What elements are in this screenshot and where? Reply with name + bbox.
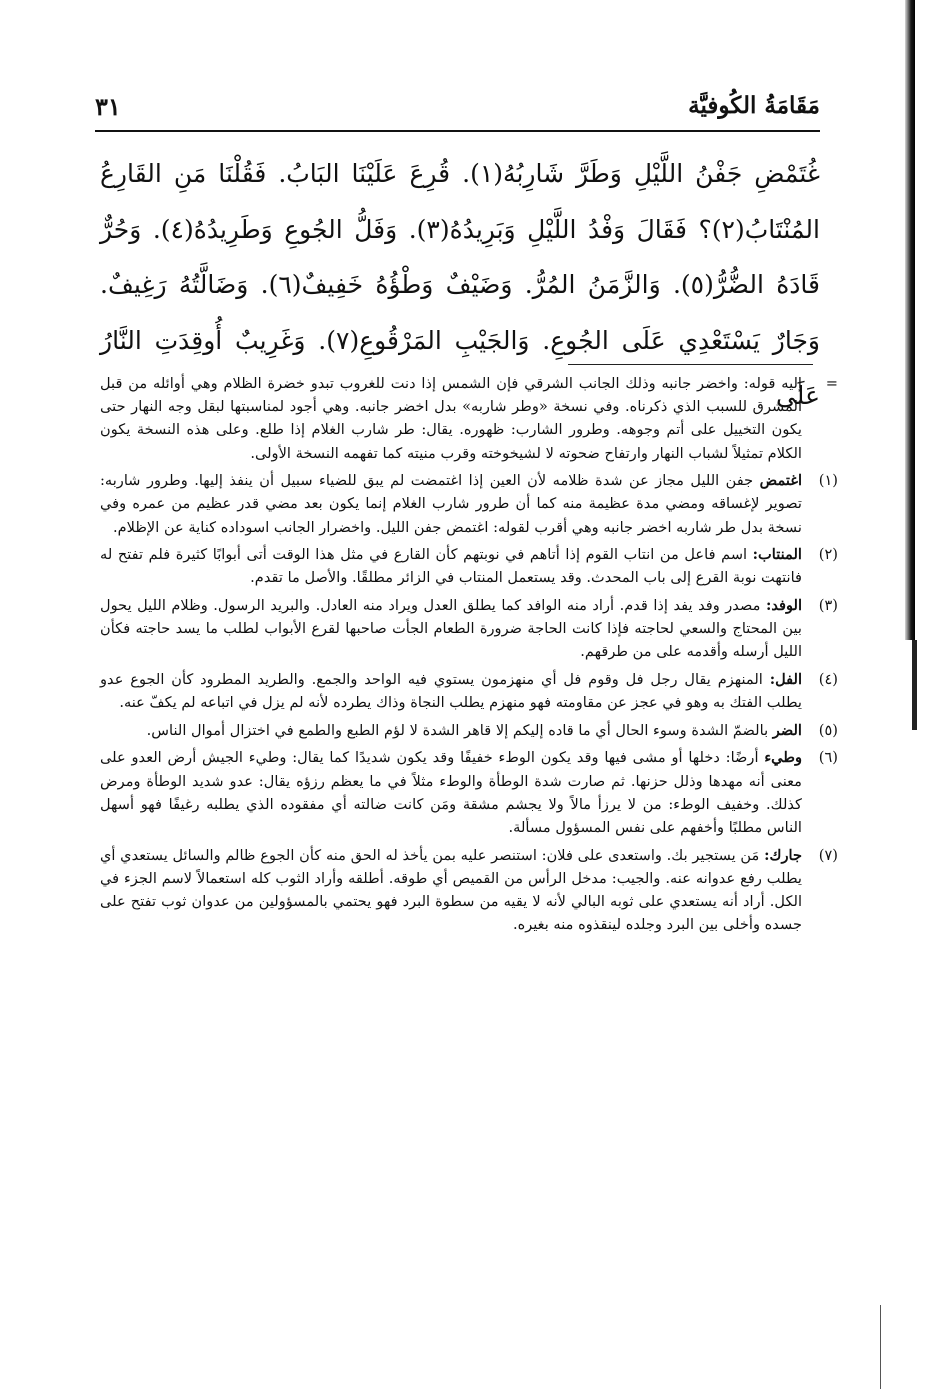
footnote-4 [100, 668, 838, 714]
footnote-body: اسم فاعل من انتاب القوم إذا أتاهم في نوبتهم كأن القارع في مثل هذا الوقت أتى أبوابًا كثيرة فلم تفتح له فانتهت نوبة القرع إلى باب المحدث. وقد يستعمل المنتاب في الزائر مطلقًا. والأصل ما تقدم. [100, 546, 802, 587]
footnote-term: جارك: [764, 846, 803, 864]
book-spine-shadow-lower [912, 640, 917, 730]
footnote-body: أرضًا: دخلها أو مشى فيها وقد يكون الوطء خفيفًا وقد يكون شديدًا كما يقال: وطيء الجيش أرض العدو على معنى أنه مهدها وذلل حزنها. ثم صارت شدة الوطأة والوطء مثلاً في ما يعظم رزؤه يقال: عدو شديد الوطأة ومرض كذلك. وخفيف الوطء: من لا يرزأ مالاً ولا يجشم مشقة ومَن كانت ضالته أي مفقوده الذي يطلبه رغيفًا فهو أسهل الناس مطلبًا وأخفهم على نفس المسؤول مسألة. [100, 749, 802, 836]
footnote-1 [100, 469, 838, 539]
footnote-text [100, 543, 802, 589]
page-number: ٣١ [95, 92, 121, 121]
footnote-marker: (١) [818, 472, 838, 490]
footnote-text [100, 844, 802, 937]
footnote-body: بالضمّ الشدة وسوء الحال أي ما قاده إليكم إلا قاهر الشدة لا لؤم الطبع والطمع في اختزال أموال الناس. [146, 721, 769, 739]
footnote-body: إليه قوله: واخضر جانبه وذلك الجانب الشرقي فإن الشمس إذا دنت للغروب تبدو خضرة الظلام وهي أوائله من قبل المشرق للسبب الذي ذكرناه. وفي نسخة «وطر شاربه» بدل اخضر جانبه. وهي أجود لمناسبتها لبقل وجه النهار حتى يكون التخييل على أتم وجوهه. وطرور الشارب: ظهوره. يقال: طر شارب الغلام إذا طلع. وعلى هذه النسخة يكون الكلام تمثيلاً لشباب النهار وارتفاح ضحوته لا لشيخوخته وقرب منيته كما تفهمه النسخة الأولى. [100, 375, 802, 462]
footnote-body: مصدر وفد يفد إذا قدم. أراد منه الوافد كما يطلق العدل ويراد منه العادل. والبريد الرسول. وظلام الليل يحول بين المحتاج والسعي لحاجته فإذا كانت الحاجة ضرورة الطعام الجأت صاحبها لقرع الأبواب لطلب ما يسد حاجته فكأن الليل أرسله وأقدمه على من طرقهم. [100, 597, 802, 661]
footnote-5 [100, 719, 838, 742]
footnote-3 [100, 594, 838, 664]
footnote-term: الضر [772, 721, 802, 739]
footnote-marker: (٦) [818, 749, 838, 767]
footnote-continuation [100, 372, 838, 465]
footnote-body: المنهزم يقال رجل فل وقوم فل أي منهزمون يستوي فيه الواحد والجمع. والطريد المطرود كأن الجوع عدو يطلب الفتك به وهو في عجز عن مقاومته فهو منهزم يطلب النجاة وذاك يطرده لأنه لم يزل في اتباعه لم يكفّ عنه. [100, 671, 802, 712]
footnote-separator [568, 364, 813, 365]
running-title: مَقَامَةُ الكُوفيَّة [688, 92, 820, 119]
footnote-marker: (٣) [818, 597, 838, 614]
footnote-marker: (٧) [818, 846, 838, 864]
footnotes [100, 372, 838, 941]
main-paragraph: غُتَمْضِ جَفْنُ اللَّيْلِ وَطَرَّ شَارِبُهُ(١). قُرِعَ عَلَيْنَا البَابُ. فَقُلْنَا مَنِ القَارِعُ المُنْتَابُ(٢)؟ فَقَالَ وَفْدُ اللَّيْلِ وَبَرِيدُهُ(٣). وَفَلُّ الجُوعِ وَطَرِيدُهُ(٤). وَحُرٌّ قَادَهُ الضُّرُّ(٥). وَالزَّمَنُ المُرُّ. وَضَيْفٌ وَطْؤُهُ خَفِيفٌ(٦). وَضَالَّتُهُ رَغِيفٌ. وَجَارٌ يَسْتَعْدِي عَلَى الجُوعِ. وَالجَيْبِ المَرْقُوعِ(٧). وَغَرِيبٌ أُوقِدَتِ النَّارُ عَلَى [100, 159, 821, 410]
footnote-body: جفن الليل مجاز عن شدة ظلامه لأن العين إذا اغتمضت لم يبق للضياء سبيل أن ينفذ إليها. وطرور شاربه: تصوير لإغساقه ومضي مدة عظيمة منه كما أن طرور شارب الغلام إنما يكون بعد مضي قدر عظيم من عمره وفي نسخة بدل طر شاربه اخضر جانبه وهي أقرب لقوله: اغتمض جفن الليل. واخضرار الجانب اسوداده كناية عن الإظلام. [100, 472, 802, 536]
footnote-term: الوفد: [765, 597, 803, 614]
footnote-text [100, 594, 802, 664]
footnote-6 [100, 746, 838, 839]
page-header [95, 92, 820, 132]
footnote-text [100, 746, 802, 839]
scan-edge-line [880, 1305, 881, 1389]
footnote-7 [100, 844, 838, 937]
footnote-marker: = [825, 375, 838, 392]
footnote-term: المنتاب: [752, 546, 802, 564]
footnote-text [100, 668, 802, 714]
footnote-marker: (٤) [818, 671, 838, 688]
header-rule [95, 130, 820, 132]
footnote-text [100, 719, 802, 742]
footnote-marker: (٥) [818, 721, 838, 739]
footnote-2 [100, 543, 838, 589]
book-spine-shadow [905, 0, 915, 640]
footnote-term: وطيء [764, 749, 803, 767]
footnote-term: الفل: [769, 671, 803, 688]
footnote-term: اغتمض [759, 472, 802, 490]
footnote-text [100, 372, 802, 465]
footnote-marker: (٢) [818, 546, 838, 564]
footnote-text [100, 469, 802, 539]
footnote-body: مَن يستجير بك. واستعدى على فلان: استنصر عليه بمن يأخذ له الحق منه كأن الجوع ظالم والسائل يستعدي أي يطلب رفع عدوانه عنه. والجيب: مدخل الرأس من القميص أي طوقه. أطلقه وأراد الثوب كله استعمالاً لاسم الجزء في الكل. أراد أنه يستعدي على ثوبه البالي لأنه لا يقيه من سطوة البرد فهو يحتمي بالمسؤولين من عدوان ثوب تفتح على جسده وأخلى بين البرد وجلده لينقذوه منه بغيره. [100, 846, 802, 934]
